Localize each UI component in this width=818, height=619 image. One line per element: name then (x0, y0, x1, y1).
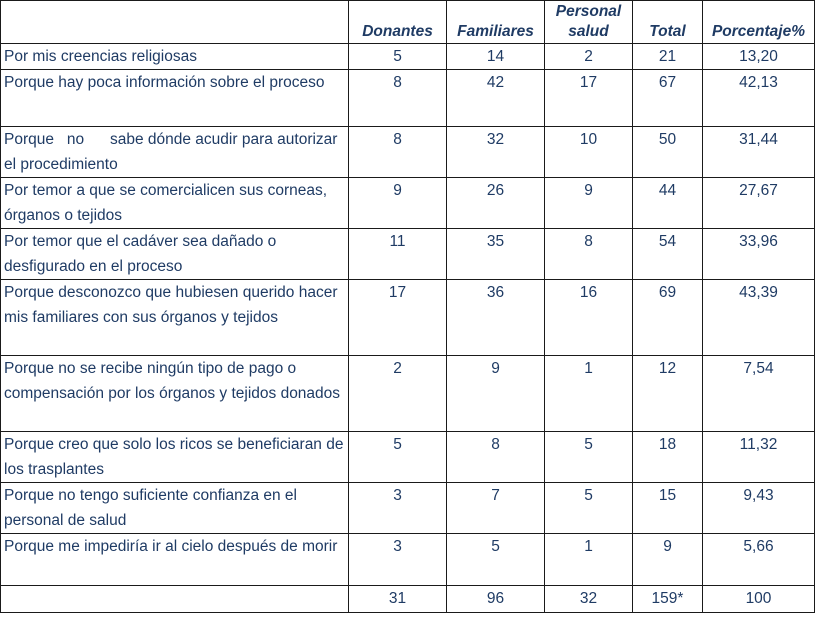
reason-cell: Porque no sabe dónde acudir para autorizar el procedimiento (1, 127, 349, 178)
header-total: Total (633, 1, 703, 44)
total-cell: 9 (633, 534, 703, 586)
totals-row (1, 586, 815, 613)
donantes-cell: 3 (349, 483, 447, 534)
table-row (1, 70, 815, 127)
personal-cell: 5 (545, 483, 633, 534)
personal-cell: 16 (545, 280, 633, 356)
donantes-cell: 11 (349, 229, 447, 280)
totals-familiares-cell: 96 (447, 586, 545, 613)
table-row (1, 432, 815, 483)
porcentaje-cell: 7,54 (703, 356, 815, 432)
total-cell: 12 (633, 356, 703, 432)
porcentaje-cell: 9,43 (703, 483, 815, 534)
familiares-cell: 7 (447, 483, 545, 534)
porcentaje-cell: 11,32 (703, 432, 815, 483)
totals-label-cell (1, 586, 349, 613)
donantes-cell: 8 (349, 127, 447, 178)
donantes-cell: 17 (349, 280, 447, 356)
table-row (1, 280, 815, 356)
table-row (1, 127, 815, 178)
totals-porcentaje-cell: 100 (703, 586, 815, 613)
reason-cell: Porque no tengo suficiente confianza en el personal de salud (1, 483, 349, 534)
personal-cell: 5 (545, 432, 633, 483)
donantes-cell: 5 (349, 432, 447, 483)
reason-cell: Por mis creencias religiosas (1, 44, 349, 70)
personal-cell: 8 (545, 229, 633, 280)
reason-cell: Por temor que el cadáver sea dañado o desfigurado en el proceso (1, 229, 349, 280)
reason-cell: Porque creo que solo los ricos se beneficiaran de los trasplantes (1, 432, 349, 483)
reason-cell: Porque hay poca información sobre el proceso (1, 70, 349, 127)
porcentaje-cell: 13,20 (703, 44, 815, 70)
familiares-cell: 9 (447, 356, 545, 432)
total-cell: 54 (633, 229, 703, 280)
total-cell: 21 (633, 44, 703, 70)
personal-cell: 17 (545, 70, 633, 127)
donantes-cell: 5 (349, 44, 447, 70)
total-cell: 69 (633, 280, 703, 356)
header-familiares: Familiares (447, 1, 545, 44)
reason-cell: Porque desconozco que hubiesen querido hacer mis familiares con sus órganos y tejidos (1, 280, 349, 356)
total-cell: 67 (633, 70, 703, 127)
familiares-cell: 26 (447, 178, 545, 229)
familiares-cell: 5 (447, 534, 545, 586)
porcentaje-cell: 42,13 (703, 70, 815, 127)
reason-cell: Por temor a que se comercialicen sus corneas, órganos o tejidos (1, 178, 349, 229)
reason-cell: Porque me impediría ir al cielo después de morir (1, 534, 349, 586)
total-cell: 44 (633, 178, 703, 229)
personal-cell: 9 (545, 178, 633, 229)
personal-cell: 1 (545, 534, 633, 586)
personal-cell: 2 (545, 44, 633, 70)
header-porcentaje: Porcentaje% (703, 1, 815, 44)
personal-cell: 1 (545, 356, 633, 432)
totals-total-cell: 159* (633, 586, 703, 613)
personal-cell: 10 (545, 127, 633, 178)
header-personal-salud: Personal salud (545, 1, 633, 44)
total-cell: 50 (633, 127, 703, 178)
donantes-cell: 8 (349, 70, 447, 127)
familiares-cell: 35 (447, 229, 545, 280)
familiares-cell: 42 (447, 70, 545, 127)
table-row (1, 229, 815, 280)
header-blank (1, 1, 349, 44)
familiares-cell: 14 (447, 44, 545, 70)
totals-personal-cell: 32 (545, 586, 633, 613)
total-cell: 18 (633, 432, 703, 483)
familiares-cell: 8 (447, 432, 545, 483)
table-row (1, 483, 815, 534)
porcentaje-cell: 43,39 (703, 280, 815, 356)
totals-donantes-cell: 31 (349, 586, 447, 613)
donantes-cell: 9 (349, 178, 447, 229)
header-donantes: Donantes (349, 1, 447, 44)
porcentaje-cell: 31,44 (703, 127, 815, 178)
porcentaje-cell: 5,66 (703, 534, 815, 586)
table-row (1, 44, 815, 70)
familiares-cell: 32 (447, 127, 545, 178)
donantes-cell: 2 (349, 356, 447, 432)
porcentaje-cell: 27,67 (703, 178, 815, 229)
porcentaje-cell: 33,96 (703, 229, 815, 280)
total-cell: 15 (633, 483, 703, 534)
table-row (1, 356, 815, 432)
donantes-cell: 3 (349, 534, 447, 586)
table-row (1, 178, 815, 229)
reason-cell: Porque no se recibe ningún tipo de pago o compensación por los órganos y tejidos donados (1, 356, 349, 432)
header-row (1, 1, 815, 44)
table-row (1, 534, 815, 586)
familiares-cell: 36 (447, 280, 545, 356)
